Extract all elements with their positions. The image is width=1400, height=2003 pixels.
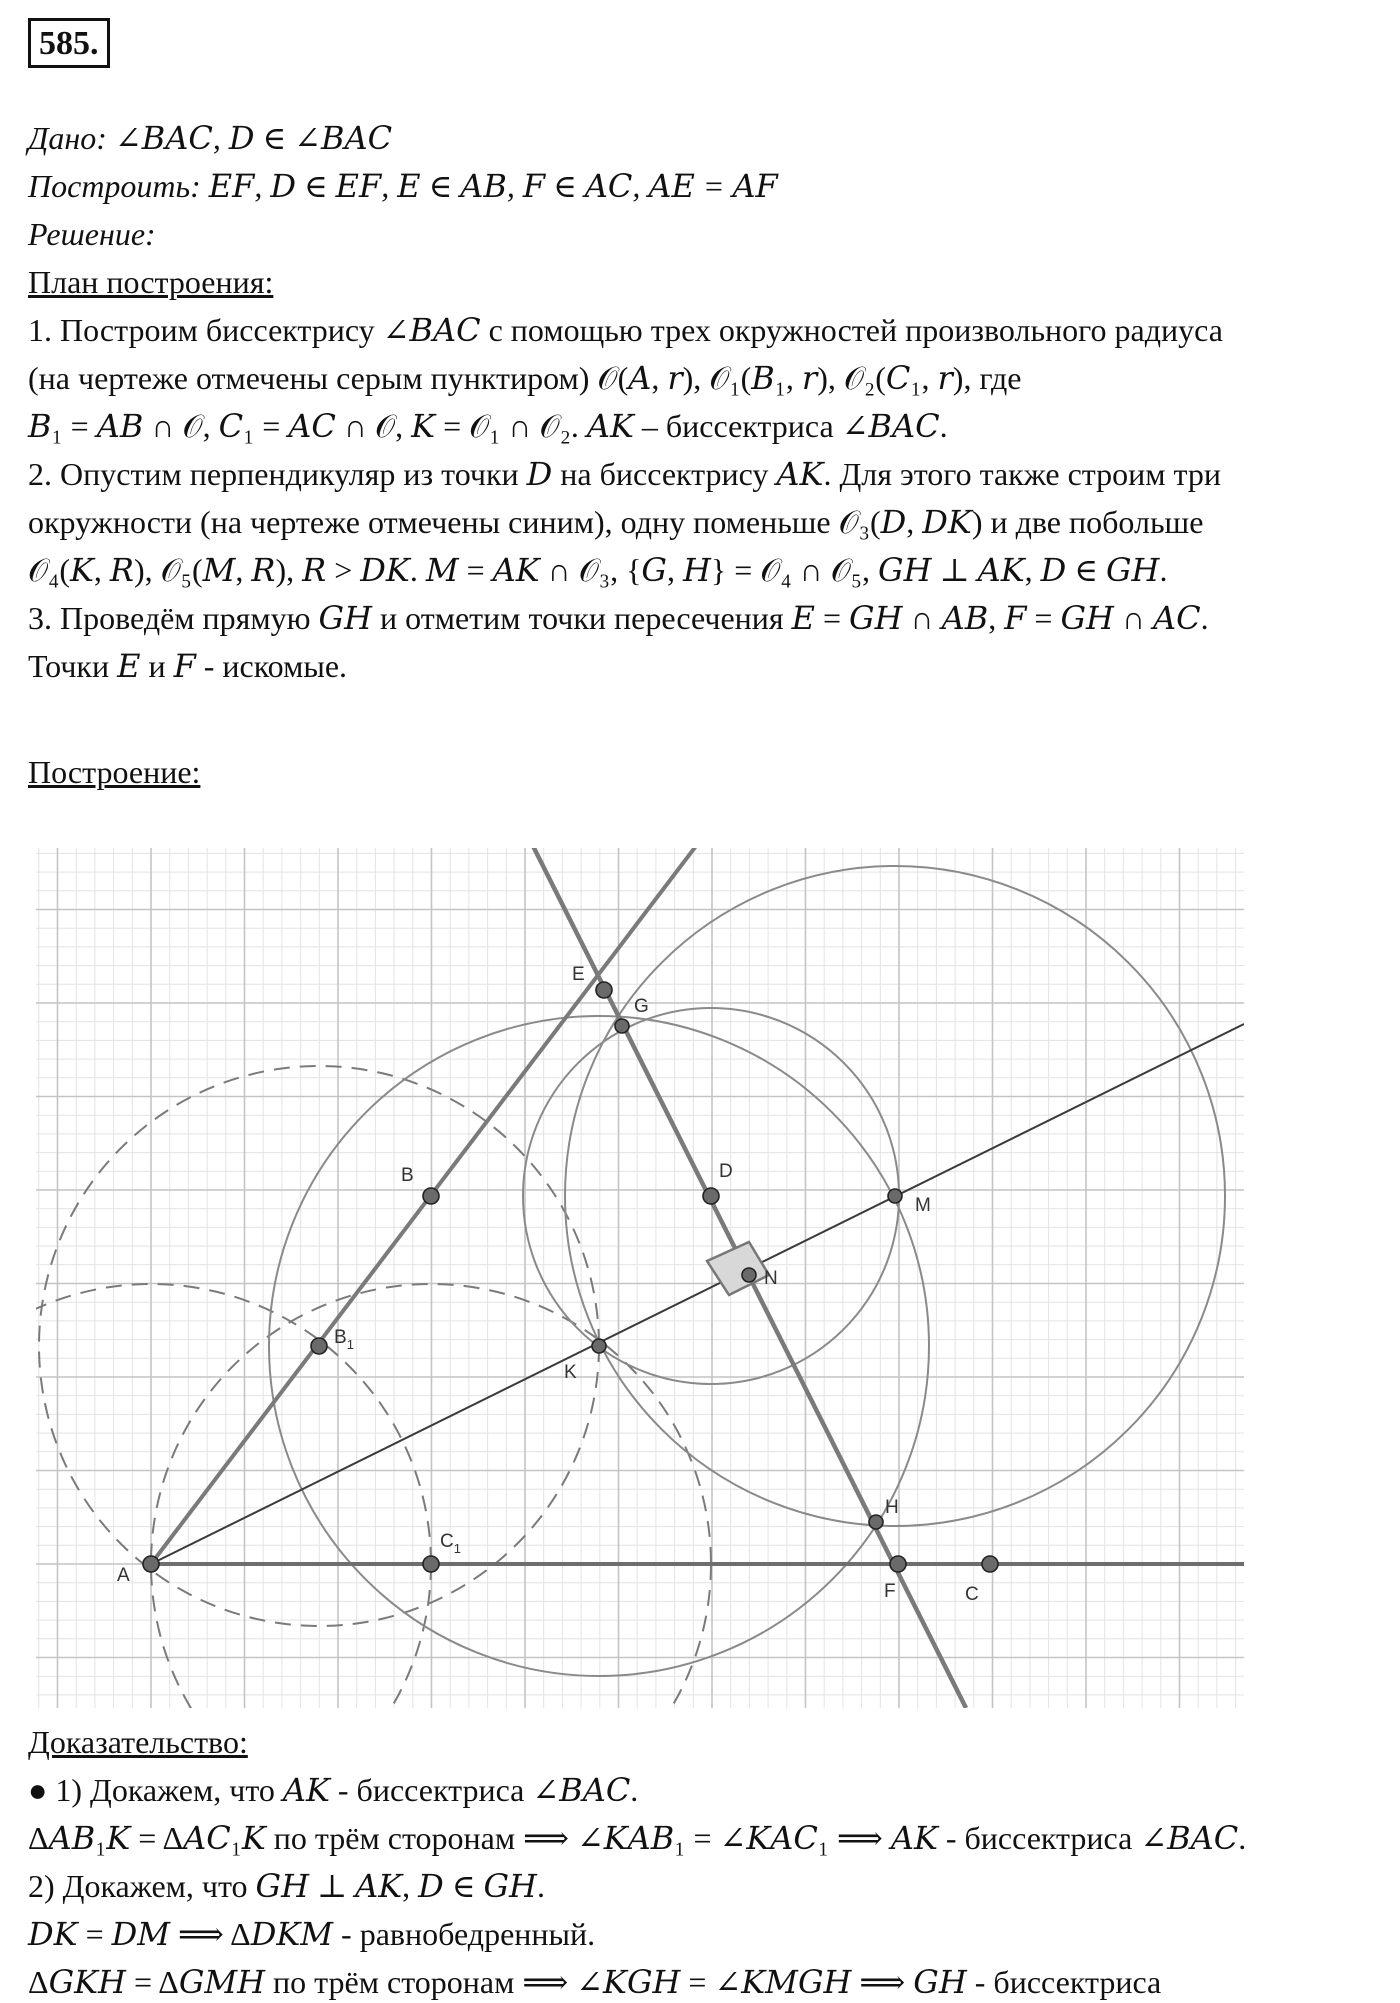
label-d: D [719, 1161, 733, 1182]
right-angle-mark [707, 1242, 769, 1295]
proof-part-2: 2) Докажем, что 𝐺𝐻 ⊥ 𝐴𝐾, 𝐷 ∈ 𝐺𝐻. [28, 1868, 545, 1904]
label-a: A [117, 1565, 130, 1586]
construction-figure [36, 848, 1244, 1708]
plan-heading: План построения: [28, 264, 274, 300]
label-b: B [401, 1165, 414, 1186]
construct-line: Построить: 𝐸𝐹, 𝐷 ∈ 𝐸𝐹, 𝐸 ∈ 𝐴𝐵, 𝐹 ∈ 𝐴𝐶, 𝐴𝐸 = 𝐴𝐹 [28, 168, 778, 204]
point-d [703, 1188, 719, 1204]
label-f: F [884, 1581, 896, 1602]
plan-step-2: 2. Опустим перпендикуляр из точки 𝐷 на биссектрису 𝐴𝐾. Для этого также строим три [28, 456, 1222, 492]
label-c: C [965, 1584, 979, 1605]
point-k [592, 1339, 606, 1353]
proof-part-1: ● 1) Докажем, что 𝐴𝐾 - биссектриса ∠𝐵𝐴𝐶. [28, 1772, 639, 1808]
label-h: H [885, 1497, 899, 1518]
line-ab [151, 848, 696, 1564]
point-c1 [423, 1556, 439, 1572]
construction-heading: Построение: [28, 754, 201, 790]
plan-step-1-cont: (на чертеже отмечены серым пунктиром) 𝒪(𝐴, 𝑟), 𝒪₁(𝐵₁, 𝑟), 𝒪₂(𝐶₁, 𝑟), где [28, 360, 1022, 396]
proof-heading: Доказательство: [28, 1724, 248, 1760]
label-m: M [915, 1195, 931, 1216]
point-b [423, 1188, 439, 1204]
proof-part-1-body: Δ𝐴𝐵₁𝐾 = Δ𝐴𝐶₁𝐾 по трём сторонам ⟹ ∠𝐾𝐴𝐵₁ = ∠𝐾𝐴𝐶₁ ⟹ 𝐴𝐾 - биссектриса ∠𝐵𝐴𝐶. [28, 1820, 1247, 1856]
point-a [143, 1556, 159, 1572]
point-m [888, 1189, 902, 1203]
point-h [869, 1515, 883, 1529]
point-n [742, 1268, 756, 1282]
point-g [615, 1019, 629, 1033]
point-b1 [311, 1338, 327, 1354]
label-n: N [764, 1268, 778, 1289]
plan-step-1: 1. Построим биссектрису ∠𝐵𝐴𝐶 с помощью трех окружностей произвольного радиуса [28, 312, 1223, 348]
problem-number: 585. [28, 18, 110, 68]
construction-drawing [36, 848, 1244, 1708]
label-g: G [634, 996, 649, 1017]
label-k: K [564, 1362, 577, 1383]
plan-step-3: 3. Проведём прямую 𝐺𝐻 и отметим точки пересечения 𝐸 = 𝐺𝐻 ∩ 𝐴𝐵, 𝐹 = 𝐺𝐻 ∩ 𝐴𝐶. [28, 600, 1209, 636]
plan-step-2-cont: окружности (на чертеже отмечены синим), одну поменьше 𝒪₃(𝐷, 𝐷𝐾) и две побольше [28, 504, 1204, 540]
point-e [596, 982, 612, 998]
label-c1: $C_1$ [440, 1531, 461, 1556]
plan-conclusion: Точки 𝐸 и 𝐹 - искомые. [28, 648, 348, 684]
grid [36, 848, 1244, 1708]
label-b1: $B_1$ [334, 1327, 354, 1352]
line-ak-bisector [151, 1024, 1244, 1564]
given-line: Дано: ∠𝐵𝐴𝐶, 𝐷 ∈ ∠𝐵𝐴𝐶 [28, 120, 393, 156]
solution-heading: Решение: [28, 216, 156, 252]
point-f [890, 1556, 906, 1572]
plan-step-1-cont2: 𝐵₁ = 𝐴𝐵 ∩ 𝒪, 𝐶₁ = 𝐴𝐶 ∩ 𝒪, 𝐾 = 𝒪₁ ∩ 𝒪₂. 𝐴𝐾 – биссектриса ∠𝐵𝐴𝐶. [28, 408, 948, 444]
label-e: E [572, 964, 585, 985]
proof-part-2-body: 𝐷𝐾 = 𝐷𝑀 ⟹ Δ𝐷𝐾𝑀 - равнобедренный. [28, 1916, 596, 1952]
proof-part-2-body-2: Δ𝐺𝐾𝐻 = Δ𝐺𝑀𝐻 по трём сторонам ⟹ ∠𝐾𝐺𝐻 = ∠𝐾𝑀𝐺𝐻 ⟹ 𝐺𝐻 - биссектриса [28, 1964, 1162, 2000]
plan-step-2-cont2: 𝒪₄(𝐾, 𝑅), 𝒪₅(𝑀, 𝑅), 𝑅 > 𝐷𝐾. 𝑀 = 𝐴𝐾 ∩ 𝒪₃, {𝐺, 𝐻} = 𝒪₄ ∩ 𝒪₅, 𝐺𝐻 ⊥ 𝐴𝐾, 𝐷 ∈ 𝐺𝐻. [28, 552, 1168, 588]
point-c [982, 1556, 998, 1572]
